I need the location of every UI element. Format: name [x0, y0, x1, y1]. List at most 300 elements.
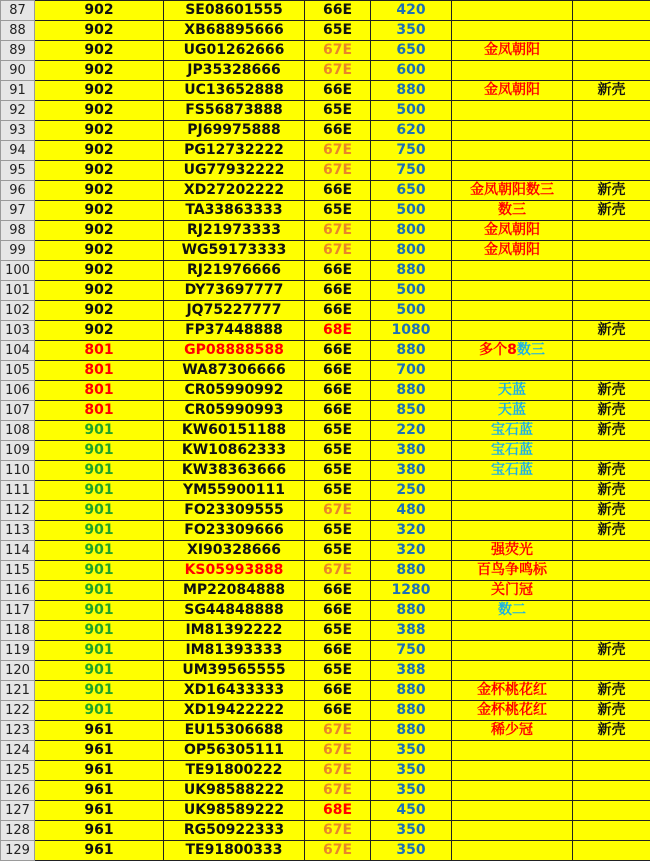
row-header[interactable]: 129: [1, 841, 35, 861]
serial-cell[interactable]: UG77932222: [164, 161, 305, 181]
row-header[interactable]: 95: [1, 161, 35, 181]
price-cell[interactable]: 880: [371, 681, 452, 701]
price-cell[interactable]: 750: [371, 641, 452, 661]
serial-cell[interactable]: GP08888588: [164, 341, 305, 361]
code-cell[interactable]: 901: [35, 421, 164, 441]
row-header[interactable]: 103: [1, 321, 35, 341]
note-cell[interactable]: [452, 521, 573, 541]
serial-cell[interactable]: OP56305111: [164, 741, 305, 761]
code-cell[interactable]: 902: [35, 81, 164, 101]
row-header[interactable]: 112: [1, 501, 35, 521]
code-cell[interactable]: 902: [35, 261, 164, 281]
note-cell[interactable]: [452, 401, 573, 421]
row-header[interactable]: 93: [1, 121, 35, 141]
serial-cell[interactable]: DY73697777: [164, 281, 305, 301]
serial-cell[interactable]: UG01262666: [164, 41, 305, 61]
shell-cell[interactable]: [573, 741, 650, 761]
price-cell[interactable]: 350: [371, 761, 452, 781]
shell-cell[interactable]: [573, 781, 650, 801]
code-cell[interactable]: 901: [35, 701, 164, 721]
code-cell[interactable]: 902: [35, 281, 164, 301]
shell-cell[interactable]: [573, 661, 650, 681]
shell-cell[interactable]: [573, 101, 650, 121]
price-cell[interactable]: 350: [371, 841, 452, 861]
price-cell[interactable]: 480: [371, 501, 452, 521]
shell-cell[interactable]: [573, 601, 650, 621]
serial-cell[interactable]: SE08601555: [164, 1, 305, 21]
price-cell[interactable]: 880: [371, 261, 452, 281]
code-cell[interactable]: 901: [35, 601, 164, 621]
price-cell[interactable]: 800: [371, 241, 452, 261]
note-cell[interactable]: [452, 281, 573, 301]
row-header[interactable]: 89: [1, 41, 35, 61]
code-cell[interactable]: 961: [35, 781, 164, 801]
note-cell[interactable]: [452, 101, 573, 121]
code-cell[interactable]: 902: [35, 161, 164, 181]
code-cell[interactable]: 901: [35, 461, 164, 481]
grade-cell[interactable]: 65E: [305, 521, 371, 541]
price-cell[interactable]: 350: [371, 781, 452, 801]
price-cell[interactable]: 750: [371, 161, 452, 181]
price-cell[interactable]: 880: [371, 341, 452, 361]
note-cell[interactable]: [452, 161, 573, 181]
grade-cell[interactable]: 67E: [305, 781, 371, 801]
serial-cell[interactable]: RG50922333: [164, 821, 305, 841]
serial-cell[interactable]: FO23309555: [164, 501, 305, 521]
shell-cell[interactable]: [573, 221, 650, 241]
serial-cell[interactable]: CR05990993: [164, 401, 305, 421]
note-cell[interactable]: [452, 441, 573, 461]
shell-cell[interactable]: [573, 801, 650, 821]
row-header[interactable]: 98: [1, 221, 35, 241]
grade-cell[interactable]: 67E: [305, 841, 371, 861]
serial-cell[interactable]: PG12732222: [164, 141, 305, 161]
price-cell[interactable]: 350: [371, 821, 452, 841]
serial-cell[interactable]: KW10862333: [164, 441, 305, 461]
price-cell[interactable]: 600: [371, 61, 452, 81]
note-cell[interactable]: [452, 461, 573, 481]
row-header[interactable]: 124: [1, 741, 35, 761]
note-cell[interactable]: [452, 81, 573, 101]
row-header[interactable]: 122: [1, 701, 35, 721]
grade-cell[interactable]: 66E: [305, 181, 371, 201]
note-cell[interactable]: [452, 241, 573, 261]
row-header[interactable]: 123: [1, 721, 35, 741]
row-header[interactable]: 117: [1, 601, 35, 621]
row-header[interactable]: 107: [1, 401, 35, 421]
shell-cell[interactable]: 新壳: [573, 501, 650, 521]
code-cell[interactable]: 801: [35, 341, 164, 361]
row-header[interactable]: 101: [1, 281, 35, 301]
note-cell[interactable]: [452, 141, 573, 161]
grade-cell[interactable]: 65E: [305, 481, 371, 501]
code-cell[interactable]: 902: [35, 61, 164, 81]
grade-cell[interactable]: 68E: [305, 801, 371, 821]
grade-cell[interactable]: 68E: [305, 321, 371, 341]
serial-cell[interactable]: KW38363666: [164, 461, 305, 481]
code-cell[interactable]: 902: [35, 241, 164, 261]
shell-cell[interactable]: [573, 621, 650, 641]
serial-cell[interactable]: KW60151188: [164, 421, 305, 441]
price-cell[interactable]: 380: [371, 461, 452, 481]
code-cell[interactable]: 901: [35, 481, 164, 501]
shell-cell[interactable]: 新壳: [573, 401, 650, 421]
row-header[interactable]: 99: [1, 241, 35, 261]
serial-cell[interactable]: SG44848888: [164, 601, 305, 621]
grade-cell[interactable]: 67E: [305, 561, 371, 581]
shell-cell[interactable]: [573, 301, 650, 321]
grade-cell[interactable]: 65E: [305, 421, 371, 441]
row-header[interactable]: 88: [1, 21, 35, 41]
note-cell[interactable]: [452, 1, 573, 21]
shell-cell[interactable]: [573, 581, 650, 601]
grade-cell[interactable]: 66E: [305, 261, 371, 281]
code-cell[interactable]: 901: [35, 561, 164, 581]
serial-cell[interactable]: WA87306666: [164, 361, 305, 381]
grade-cell[interactable]: 66E: [305, 361, 371, 381]
note-cell[interactable]: [452, 361, 573, 381]
price-cell[interactable]: 880: [371, 721, 452, 741]
note-cell[interactable]: [452, 721, 573, 741]
row-header[interactable]: 102: [1, 301, 35, 321]
price-cell[interactable]: 880: [371, 601, 452, 621]
note-cell[interactable]: [452, 581, 573, 601]
row-header[interactable]: 110: [1, 461, 35, 481]
code-cell[interactable]: 902: [35, 321, 164, 341]
grade-cell[interactable]: 67E: [305, 501, 371, 521]
grade-cell[interactable]: 67E: [305, 821, 371, 841]
shell-cell[interactable]: [573, 841, 650, 861]
note-cell[interactable]: [452, 341, 573, 361]
shell-cell[interactable]: 新壳: [573, 641, 650, 661]
price-cell[interactable]: 500: [371, 201, 452, 221]
grade-cell[interactable]: 65E: [305, 101, 371, 121]
shell-cell[interactable]: [573, 561, 650, 581]
shell-cell[interactable]: 新壳: [573, 461, 650, 481]
grade-cell[interactable]: 65E: [305, 441, 371, 461]
price-cell[interactable]: 250: [371, 481, 452, 501]
serial-cell[interactable]: YM55900111: [164, 481, 305, 501]
code-cell[interactable]: 902: [35, 21, 164, 41]
note-cell[interactable]: [452, 681, 573, 701]
code-cell[interactable]: 902: [35, 221, 164, 241]
note-cell[interactable]: [452, 61, 573, 81]
price-cell[interactable]: 800: [371, 221, 452, 241]
code-cell[interactable]: 902: [35, 41, 164, 61]
row-header[interactable]: 87: [1, 1, 35, 21]
shell-cell[interactable]: 新壳: [573, 81, 650, 101]
price-cell[interactable]: 380: [371, 441, 452, 461]
price-cell[interactable]: 880: [371, 381, 452, 401]
serial-cell[interactable]: IM81393333: [164, 641, 305, 661]
code-cell[interactable]: 901: [35, 661, 164, 681]
serial-cell[interactable]: RJ21973333: [164, 221, 305, 241]
row-header[interactable]: 105: [1, 361, 35, 381]
price-cell[interactable]: 880: [371, 81, 452, 101]
code-cell[interactable]: 961: [35, 761, 164, 781]
price-cell[interactable]: 350: [371, 21, 452, 41]
grade-cell[interactable]: 66E: [305, 81, 371, 101]
code-cell[interactable]: 901: [35, 581, 164, 601]
serial-cell[interactable]: XI90328666: [164, 541, 305, 561]
note-cell[interactable]: [452, 421, 573, 441]
shell-cell[interactable]: 新壳: [573, 381, 650, 401]
code-cell[interactable]: 961: [35, 841, 164, 861]
note-cell[interactable]: [452, 781, 573, 801]
note-cell[interactable]: [452, 741, 573, 761]
shell-cell[interactable]: [573, 121, 650, 141]
price-cell[interactable]: 450: [371, 801, 452, 821]
code-cell[interactable]: 801: [35, 361, 164, 381]
note-cell[interactable]: [452, 221, 573, 241]
serial-cell[interactable]: RJ21976666: [164, 261, 305, 281]
row-header[interactable]: 127: [1, 801, 35, 821]
shell-cell[interactable]: [573, 1, 650, 21]
code-cell[interactable]: 902: [35, 201, 164, 221]
serial-cell[interactable]: UK98589222: [164, 801, 305, 821]
grade-cell[interactable]: 66E: [305, 341, 371, 361]
shell-cell[interactable]: [573, 761, 650, 781]
row-header[interactable]: 97: [1, 201, 35, 221]
code-cell[interactable]: 961: [35, 741, 164, 761]
grade-cell[interactable]: 67E: [305, 221, 371, 241]
row-header[interactable]: 104: [1, 341, 35, 361]
grade-cell[interactable]: 66E: [305, 601, 371, 621]
grade-cell[interactable]: 67E: [305, 761, 371, 781]
code-cell[interactable]: 901: [35, 521, 164, 541]
note-cell[interactable]: [452, 601, 573, 621]
grade-cell[interactable]: 66E: [305, 1, 371, 21]
shell-cell[interactable]: 新壳: [573, 481, 650, 501]
serial-cell[interactable]: XB68895666: [164, 21, 305, 41]
grade-cell[interactable]: 67E: [305, 161, 371, 181]
note-cell[interactable]: [452, 541, 573, 561]
code-cell[interactable]: 901: [35, 641, 164, 661]
note-cell[interactable]: [452, 261, 573, 281]
note-cell[interactable]: [452, 641, 573, 661]
grade-cell[interactable]: 67E: [305, 141, 371, 161]
serial-cell[interactable]: EU15306688: [164, 721, 305, 741]
row-header[interactable]: 118: [1, 621, 35, 641]
note-cell[interactable]: [452, 761, 573, 781]
serial-cell[interactable]: UK98588222: [164, 781, 305, 801]
shell-cell[interactable]: [573, 61, 650, 81]
serial-cell[interactable]: IM81392222: [164, 621, 305, 641]
price-cell[interactable]: 620: [371, 121, 452, 141]
shell-cell[interactable]: 新壳: [573, 181, 650, 201]
note-cell[interactable]: [452, 621, 573, 641]
serial-cell[interactable]: TE91800333: [164, 841, 305, 861]
row-header[interactable]: 116: [1, 581, 35, 601]
shell-cell[interactable]: 新壳: [573, 421, 650, 441]
note-cell[interactable]: [452, 821, 573, 841]
serial-cell[interactable]: XD19422222: [164, 701, 305, 721]
grade-cell[interactable]: 65E: [305, 661, 371, 681]
note-cell[interactable]: [452, 21, 573, 41]
price-cell[interactable]: 500: [371, 281, 452, 301]
shell-cell[interactable]: 新壳: [573, 701, 650, 721]
code-cell[interactable]: 902: [35, 301, 164, 321]
shell-cell[interactable]: [573, 441, 650, 461]
shell-cell[interactable]: [573, 41, 650, 61]
code-cell[interactable]: 902: [35, 141, 164, 161]
price-cell[interactable]: 650: [371, 181, 452, 201]
price-cell[interactable]: 650: [371, 41, 452, 61]
row-header[interactable]: 106: [1, 381, 35, 401]
note-cell[interactable]: [452, 501, 573, 521]
note-cell[interactable]: [452, 321, 573, 341]
serial-cell[interactable]: FP37448888: [164, 321, 305, 341]
price-cell[interactable]: 320: [371, 541, 452, 561]
price-cell[interactable]: 1080: [371, 321, 452, 341]
grade-cell[interactable]: 66E: [305, 381, 371, 401]
shell-cell[interactable]: 新壳: [573, 521, 650, 541]
row-header[interactable]: 121: [1, 681, 35, 701]
shell-cell[interactable]: [573, 161, 650, 181]
shell-cell[interactable]: 新壳: [573, 201, 650, 221]
serial-cell[interactable]: CR05990992: [164, 381, 305, 401]
code-cell[interactable]: 901: [35, 441, 164, 461]
shell-cell[interactable]: 新壳: [573, 721, 650, 741]
price-cell[interactable]: 850: [371, 401, 452, 421]
row-header[interactable]: 109: [1, 441, 35, 461]
grade-cell[interactable]: 66E: [305, 301, 371, 321]
serial-cell[interactable]: TA33863333: [164, 201, 305, 221]
row-header[interactable]: 91: [1, 81, 35, 101]
note-cell[interactable]: [452, 801, 573, 821]
code-cell[interactable]: 902: [35, 1, 164, 21]
shell-cell[interactable]: 新壳: [573, 681, 650, 701]
grade-cell[interactable]: 66E: [305, 681, 371, 701]
note-cell[interactable]: [452, 481, 573, 501]
code-cell[interactable]: 902: [35, 181, 164, 201]
grade-cell[interactable]: 65E: [305, 461, 371, 481]
shell-cell[interactable]: [573, 261, 650, 281]
code-cell[interactable]: 801: [35, 381, 164, 401]
serial-cell[interactable]: XD27202222: [164, 181, 305, 201]
note-cell[interactable]: [452, 201, 573, 221]
shell-cell[interactable]: [573, 541, 650, 561]
price-cell[interactable]: 420: [371, 1, 452, 21]
note-cell[interactable]: [452, 701, 573, 721]
shell-cell[interactable]: [573, 361, 650, 381]
code-cell[interactable]: 961: [35, 801, 164, 821]
note-cell[interactable]: [452, 41, 573, 61]
row-header[interactable]: 113: [1, 521, 35, 541]
note-cell[interactable]: [452, 301, 573, 321]
row-header[interactable]: 119: [1, 641, 35, 661]
grade-cell[interactable]: 67E: [305, 241, 371, 261]
row-header[interactable]: 92: [1, 101, 35, 121]
note-cell[interactable]: [452, 561, 573, 581]
serial-cell[interactable]: MP22084888: [164, 581, 305, 601]
row-header[interactable]: 126: [1, 781, 35, 801]
code-cell[interactable]: 901: [35, 541, 164, 561]
serial-cell[interactable]: TE91800222: [164, 761, 305, 781]
note-cell[interactable]: [452, 661, 573, 681]
serial-cell[interactable]: WG59173333: [164, 241, 305, 261]
price-cell[interactable]: 350: [371, 741, 452, 761]
price-cell[interactable]: 750: [371, 141, 452, 161]
shell-cell[interactable]: [573, 21, 650, 41]
row-header[interactable]: 94: [1, 141, 35, 161]
serial-cell[interactable]: JQ75227777: [164, 301, 305, 321]
serial-cell[interactable]: FO23309666: [164, 521, 305, 541]
serial-cell[interactable]: JP35328666: [164, 61, 305, 81]
grade-cell[interactable]: 66E: [305, 401, 371, 421]
code-cell[interactable]: 801: [35, 401, 164, 421]
price-cell[interactable]: 880: [371, 701, 452, 721]
code-cell[interactable]: 901: [35, 621, 164, 641]
price-cell[interactable]: 388: [371, 621, 452, 641]
row-header[interactable]: 115: [1, 561, 35, 581]
serial-cell[interactable]: UM39565555: [164, 661, 305, 681]
shell-cell[interactable]: [573, 281, 650, 301]
serial-cell[interactable]: FS56873888: [164, 101, 305, 121]
row-header[interactable]: 120: [1, 661, 35, 681]
serial-cell[interactable]: XD16433333: [164, 681, 305, 701]
code-cell[interactable]: 902: [35, 121, 164, 141]
grade-cell[interactable]: 65E: [305, 621, 371, 641]
row-header[interactable]: 114: [1, 541, 35, 561]
serial-cell[interactable]: KS05993888: [164, 561, 305, 581]
grade-cell[interactable]: 67E: [305, 741, 371, 761]
code-cell[interactable]: 961: [35, 721, 164, 741]
row-header[interactable]: 90: [1, 61, 35, 81]
row-header[interactable]: 111: [1, 481, 35, 501]
shell-cell[interactable]: [573, 241, 650, 261]
shell-cell[interactable]: [573, 341, 650, 361]
price-cell[interactable]: 388: [371, 661, 452, 681]
grade-cell[interactable]: 66E: [305, 701, 371, 721]
price-cell[interactable]: 700: [371, 361, 452, 381]
note-cell[interactable]: [452, 841, 573, 861]
row-header[interactable]: 125: [1, 761, 35, 781]
price-cell[interactable]: 320: [371, 521, 452, 541]
shell-cell[interactable]: 新壳: [573, 321, 650, 341]
serial-cell[interactable]: UC13652888: [164, 81, 305, 101]
price-cell[interactable]: 500: [371, 301, 452, 321]
serial-cell[interactable]: PJ69975888: [164, 121, 305, 141]
grade-cell[interactable]: 66E: [305, 121, 371, 141]
grade-cell[interactable]: 66E: [305, 581, 371, 601]
shell-cell[interactable]: [573, 821, 650, 841]
price-cell[interactable]: 1280: [371, 581, 452, 601]
grade-cell[interactable]: 65E: [305, 541, 371, 561]
code-cell[interactable]: 901: [35, 501, 164, 521]
code-cell[interactable]: 901: [35, 681, 164, 701]
note-cell[interactable]: [452, 381, 573, 401]
row-header[interactable]: 100: [1, 261, 35, 281]
price-cell[interactable]: 220: [371, 421, 452, 441]
grade-cell[interactable]: 67E: [305, 721, 371, 741]
code-cell[interactable]: 961: [35, 821, 164, 841]
note-cell[interactable]: [452, 121, 573, 141]
grade-cell[interactable]: 66E: [305, 281, 371, 301]
grade-cell[interactable]: 67E: [305, 41, 371, 61]
price-cell[interactable]: 880: [371, 561, 452, 581]
row-header[interactable]: 108: [1, 421, 35, 441]
grade-cell[interactable]: 65E: [305, 21, 371, 41]
grade-cell[interactable]: 65E: [305, 201, 371, 221]
note-cell[interactable]: [452, 181, 573, 201]
price-cell[interactable]: 500: [371, 101, 452, 121]
shell-cell[interactable]: [573, 141, 650, 161]
row-header[interactable]: 96: [1, 181, 35, 201]
grade-cell[interactable]: 66E: [305, 641, 371, 661]
grade-cell[interactable]: 67E: [305, 61, 371, 81]
code-cell[interactable]: 902: [35, 101, 164, 121]
